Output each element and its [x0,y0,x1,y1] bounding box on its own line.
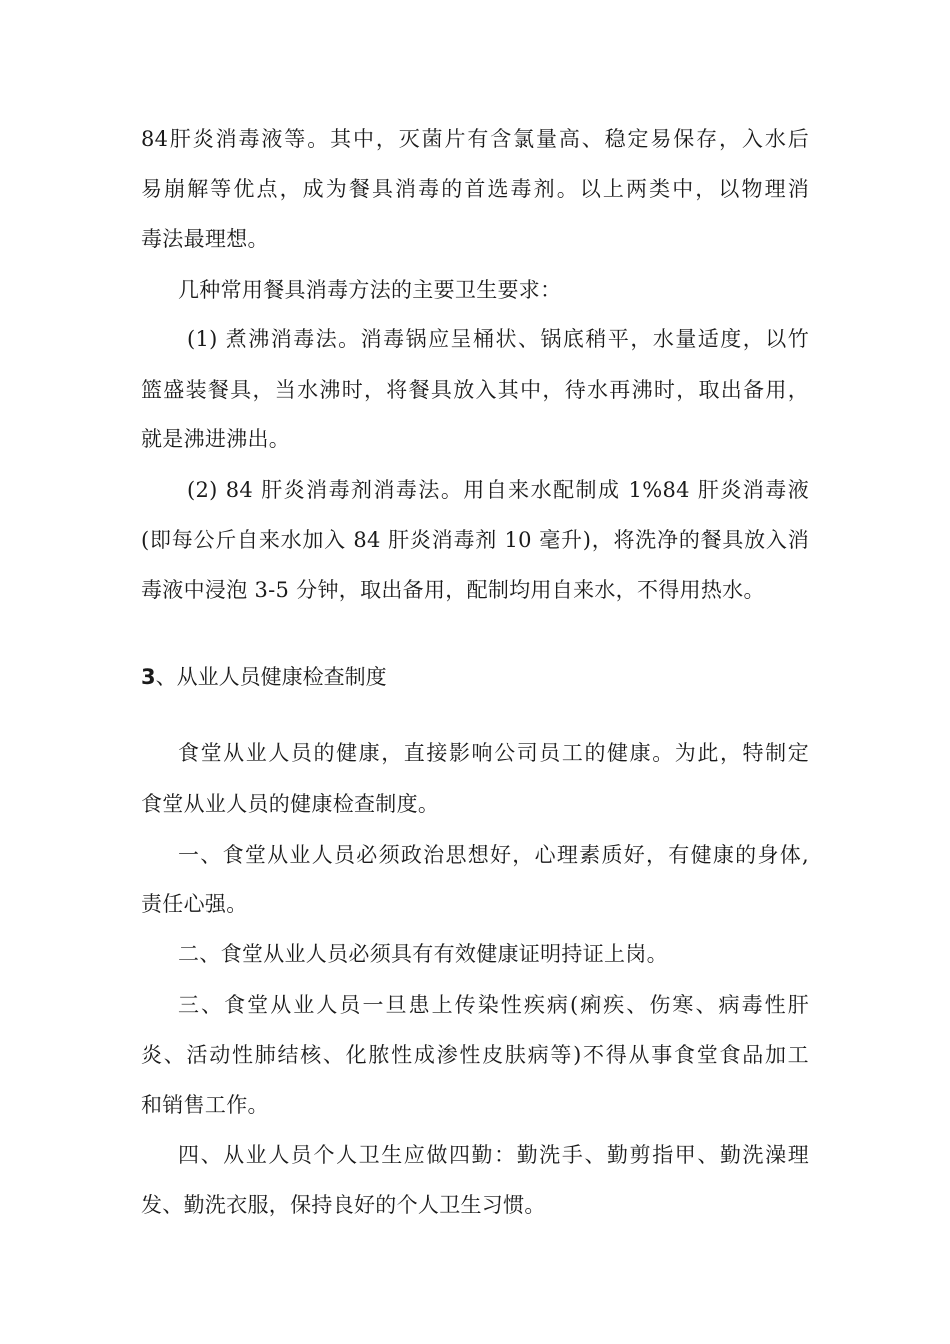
section-number: 3 [141,665,156,689]
list-item-line: (1) 煮沸消毒法。消毒锅应呈桶状、锅底稍平，水量适度，以竹 [187,327,809,351]
rule-line: 三、食堂从业人员一旦患上传染性疾病(痢疾、伤寒、病毒性肝 [178,993,809,1017]
paragraph-line: 食堂从业人员的健康检查制度。 [141,792,440,816]
list-item-line: 就是沸进沸出。 [141,427,291,451]
rule-line: 责任心强。 [141,892,248,916]
rule-line: 一、食堂从业人员必须政治思想好，心理素质好，有健康的身体, [178,843,809,867]
list-item-line: 篮盛装餐具，当水沸时，将餐具放入其中，待水再沸时，取出备用， [141,378,809,402]
section-title: 、从业人员健康检查制度 [155,665,387,689]
paragraph-line: 易崩解等优点，成为餐具消毒的首选毒剂。以上两类中，以物理消 [141,177,809,201]
rule-line: 四、从业人员个人卫生应做四勤：勤洗手、勤剪指甲、勤洗澡理 [178,1143,809,1167]
list-item-line: (2) 84 肝炎消毒剂消毒法。用自来水配制成 1%84 肝炎消毒液 [187,478,809,502]
paragraph-line: 毒法最理想。 [141,227,269,251]
rule-line: 炎、活动性肺结核、化脓性成渗性皮肤病等)不得从事食堂食品加工 [141,1043,809,1067]
paragraph-line: 84肝炎消毒液等。其中，灭菌片有含氯量高、稳定易保存，入水后 [141,127,809,151]
list-item-line: (即每公斤自来水加入 84 肝炎消毒剂 10 毫升)，将洗净的餐具放入消 [141,528,809,552]
rule-line: 发、勤洗衣服，保持良好的个人卫生习惯。 [141,1193,546,1217]
rule-line: 和销售工作。 [141,1093,269,1117]
paragraph-line: 食堂从业人员的健康，直接影响公司员工的健康。为此，特制定 [178,741,809,765]
section-heading [141,662,387,692]
list-item-line: 毒液中浸泡 3-5 分钟，取出备用，配制均用自来水，不得用热水。 [141,578,765,602]
paragraph-line: 几种常用餐具消毒方法的主要卫生要求： [178,278,562,302]
rule-line: 二、食堂从业人员必须具有有效健康证明持证上岗。 [178,942,668,966]
